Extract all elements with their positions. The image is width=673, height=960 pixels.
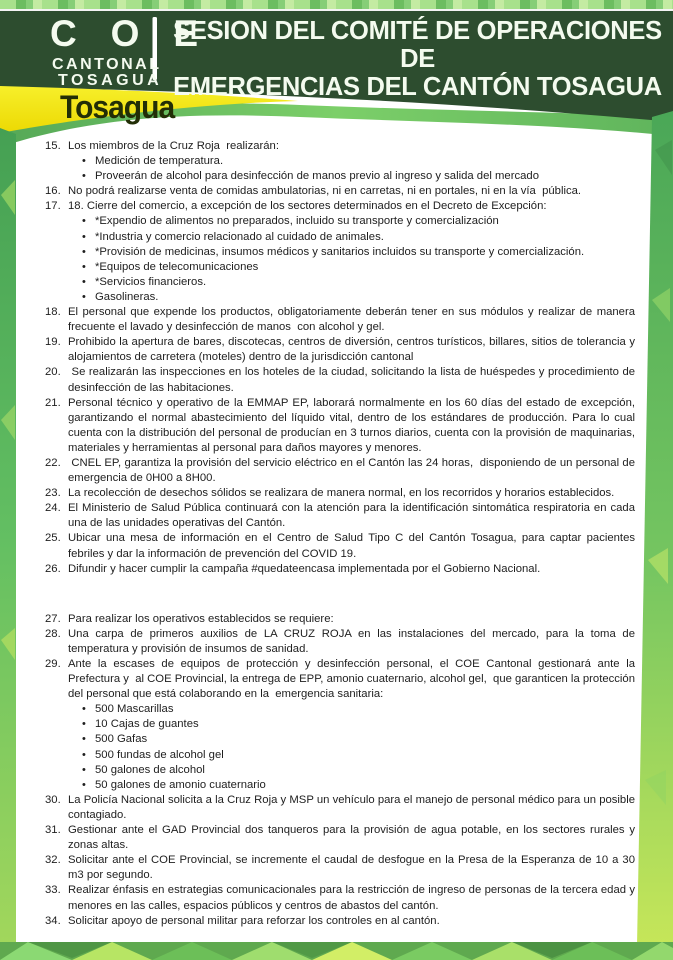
item-number: 20. <box>45 366 61 379</box>
bullet-dot-icon: • <box>82 718 86 731</box>
bullet-dot-icon: • <box>82 778 86 791</box>
item-text: CNEL EP, garantiza la provisión del servicio eléctrico en el Cantón las 24 horas, disponiendo de un personal de emergencia de 0H00 a 8H00. <box>68 456 639 485</box>
list-item <box>45 531 639 561</box>
item-number: 27. <box>45 612 61 625</box>
coe-logo-acronym: C O E <box>50 13 210 54</box>
bullet-item <box>45 748 635 763</box>
list-item <box>45 793 639 823</box>
bullet-item <box>45 154 635 169</box>
bullet-text: 50 galones de amonio cuaternario <box>95 778 266 791</box>
bullet-text: Gasolineras. <box>95 290 159 303</box>
list-item <box>45 883 639 913</box>
right-border-strip <box>637 111 673 946</box>
bullet-item <box>45 245 635 260</box>
item-text: El Ministerio de Salud Pública continuará con la atención para la identificación sintomática respiratoria en cada una de las unidades operativas del Cantón. <box>68 502 639 530</box>
list-item <box>45 501 639 531</box>
item-text: Prohibido la apertura de bares, discotecas, centros de diversión, centros turísticos, billares, sitios de tolerancia y alojamientos de carretera (moteles) dentro de la jurisdicción cantonal <box>68 336 639 364</box>
page-title-line1: SESION DEL COMITÉ DE OPERACIONES DE <box>173 17 662 73</box>
item-number: 31. <box>45 824 61 837</box>
item-text: La Policía Nacional solicita a la Cruz Roja y MSP un vehículo para el manejo de personal médico para un posible contagiado. <box>68 793 639 821</box>
list-item <box>45 456 639 486</box>
item-text: Los miembros de la Cruz Roja realizarán: <box>68 140 279 152</box>
bullet-dot-icon: • <box>82 260 86 273</box>
bullet-item <box>45 717 635 732</box>
bullet-dot-icon: • <box>82 275 86 288</box>
item-number: 32. <box>45 854 61 867</box>
bullet-dot-icon: • <box>82 155 86 168</box>
session-resolutions-list <box>45 139 639 929</box>
list-item <box>45 612 635 627</box>
item-text: La recolección de desechos sólidos se realizara de manera normal, en los recorridos y horarios establecidos. <box>68 487 615 500</box>
bullet-item <box>45 290 635 305</box>
list-item <box>45 823 639 853</box>
item-number: 28. <box>45 627 61 640</box>
bullet-dot-icon: • <box>82 763 86 776</box>
bullet-item <box>45 702 635 717</box>
list-item <box>45 184 635 199</box>
bullet-dot-icon: • <box>82 733 86 746</box>
item-text: Solicitar apoyo de personal militar para reforzar los controles en al cantón. <box>68 914 440 927</box>
item-number: 23. <box>45 487 61 500</box>
list-item <box>45 396 639 456</box>
item-number: 18. <box>45 306 61 319</box>
bullet-text: 500 Gafas <box>95 733 148 746</box>
bullet-dot-icon: • <box>82 170 86 183</box>
item-number: 33. <box>45 884 61 897</box>
bullet-text: *Equipos de telecomunicaciones <box>95 260 259 273</box>
item-number: 16. <box>45 185 61 198</box>
page-title <box>168 17 667 101</box>
item-text: Realizar énfasis en estrategias comunicacionales para la restricción de ingreso de personas de la tercera edad y menores en las calles, espacios públicos y centros de abastos del cantón. <box>68 884 639 912</box>
item-text: Personal técnico y operativo de la EMMAP EP, laborará normalmente en los 60 días del estado de excepción, garantizando el normal abastecimiento del líquido vital, dentro de los estándares de producción. Para lo cual cuenta con la distribución del personal de producían en 3 turnos diarios, cuenta con la provisión de maquinarias, materiales y herramientas al personal para daños mayores y menores. <box>68 396 639 454</box>
tosagua-wordmark: Tosagua <box>60 90 175 126</box>
item-number: 26. <box>45 562 61 575</box>
item-number: 25. <box>45 532 61 545</box>
item-text: No podrá realizarse venta de comidas ambulatorias, ni en carretas, ni en portales, ni en la vía pública. <box>68 185 582 198</box>
bullet-dot-icon: • <box>82 290 86 303</box>
item-text: 18. Cierre del comercio, a excepción de los sectores determinados en el Decreto de Excepción: <box>68 200 547 213</box>
bullet-dot-icon: • <box>82 230 86 243</box>
bullet-item <box>45 778 635 793</box>
bullet-item <box>45 763 635 778</box>
bullet-text: 500 fundas de alcohol gel <box>95 748 224 761</box>
bullet-text: 10 Cajas de guantes <box>95 718 199 731</box>
item-number: 24. <box>45 502 61 515</box>
bullet-dot-icon: • <box>82 703 86 716</box>
bullet-item <box>45 169 635 184</box>
item-text: Una carpa de primeros auxilios de LA CRUZ ROJA en las instalaciones del mercado, para la toma de temperatura y provisión de insumos de sanidad. <box>68 627 639 655</box>
item-text: Ante la escases de equipos de protección y desinfección personal, el COE Cantonal gestionará ante la Prefectura y al COE Provincial, la entrega de EPP, amonio cuaternario, alcohol gel, que garanticen la protección del personal que está colaborando en la emergencia sanitaria: <box>68 658 639 701</box>
item-number: 17. <box>45 200 61 213</box>
bullet-text: *Servicios financieros. <box>95 275 207 288</box>
bullet-list <box>45 154 635 184</box>
bullet-item <box>45 275 635 290</box>
bullet-dot-icon: • <box>82 748 86 761</box>
item-text: Difundir y hacer cumplir la campaña #quedateencasa implementada por el Gobierno Nacional. <box>68 562 541 575</box>
list-item <box>45 562 635 577</box>
item-number: 21. <box>45 396 61 409</box>
list-item <box>45 365 639 395</box>
coe-logo-subtitle-cantonal: CANTONAL <box>52 56 162 73</box>
bullet-text: 500 Mascarillas <box>95 703 174 716</box>
bullet-text: 50 galones de alcohol <box>95 763 205 776</box>
item-number: 22. <box>45 456 61 469</box>
bullet-text: *Industria y comercio relacionado al cuidado de animales. <box>95 230 384 243</box>
coe-logo-subtitle-tosagua: TOSAGUA <box>58 72 163 89</box>
list-item <box>45 139 635 154</box>
item-text: El personal que expende los productos, obligatoriamente deberán tener en sus módulos y realizar de manera frecuente el lavado y desinfección de manos con alcohol y gel. <box>68 306 639 334</box>
bullet-item <box>45 230 635 245</box>
item-text: Ubicar una mesa de información en el Centro de Salud Tipo C del Cantón Tosagua, para captar pacientes febriles y dar la información de prevención del COVID 19. <box>68 532 639 560</box>
bullet-dot-icon: • <box>82 245 86 258</box>
bullet-text: *Provisión de medicinas, insumos médicos y sanitarios incluidos su transporte y comercialización. <box>95 245 585 258</box>
item-number: 19. <box>45 336 61 349</box>
bullet-text: Medición de temperatura. <box>95 155 224 168</box>
item-number: 15. <box>45 140 61 152</box>
list-item <box>45 199 635 214</box>
bullet-list <box>45 214 635 305</box>
item-text: Solicitar ante el COE Provincial, se incremente el caudal de desfogue en la Presa de la Esperanza de 10 a 30 m3 por segundo. <box>68 854 639 882</box>
bullet-dot-icon: • <box>82 215 86 228</box>
item-text: Gestionar ante el GAD Provincial dos tanqueros para la provisión de agua potable, en los sectores rurales y zonas altas. <box>68 824 639 852</box>
item-text: Para realizar los operativos establecidos se requiere: <box>68 612 334 625</box>
list-item <box>45 627 639 657</box>
bullet-text: *Expendio de alimentos no preparados, incluido su transporte y comercialización <box>95 215 499 228</box>
item-text: Se realizarán las inspecciones en los hoteles de la ciudad, solicitando la lista de huéspedes y procedimiento de desinfección de las habitaciones. <box>68 366 639 394</box>
item-number: 29. <box>45 658 61 670</box>
list-item <box>45 305 639 335</box>
list-item <box>45 914 635 929</box>
list-item <box>45 657 639 702</box>
page-title-line2: EMERGENCIAS DEL CANTÓN TOSAGUA <box>173 73 662 101</box>
bullet-text: Proveerán de alcohol para desinfección de manos previo al ingreso y salida del mercado <box>95 170 539 183</box>
list-item <box>45 335 639 365</box>
top-mosaic-strip <box>0 0 673 9</box>
left-border-strip <box>0 128 16 946</box>
bullet-item <box>45 214 635 229</box>
list-item <box>45 853 639 883</box>
list-item <box>45 486 635 501</box>
bullet-item <box>45 260 635 275</box>
item-number: 34. <box>45 914 61 927</box>
bullet-item <box>45 732 635 747</box>
item-number: 30. <box>45 793 61 806</box>
bullet-list <box>45 702 635 793</box>
